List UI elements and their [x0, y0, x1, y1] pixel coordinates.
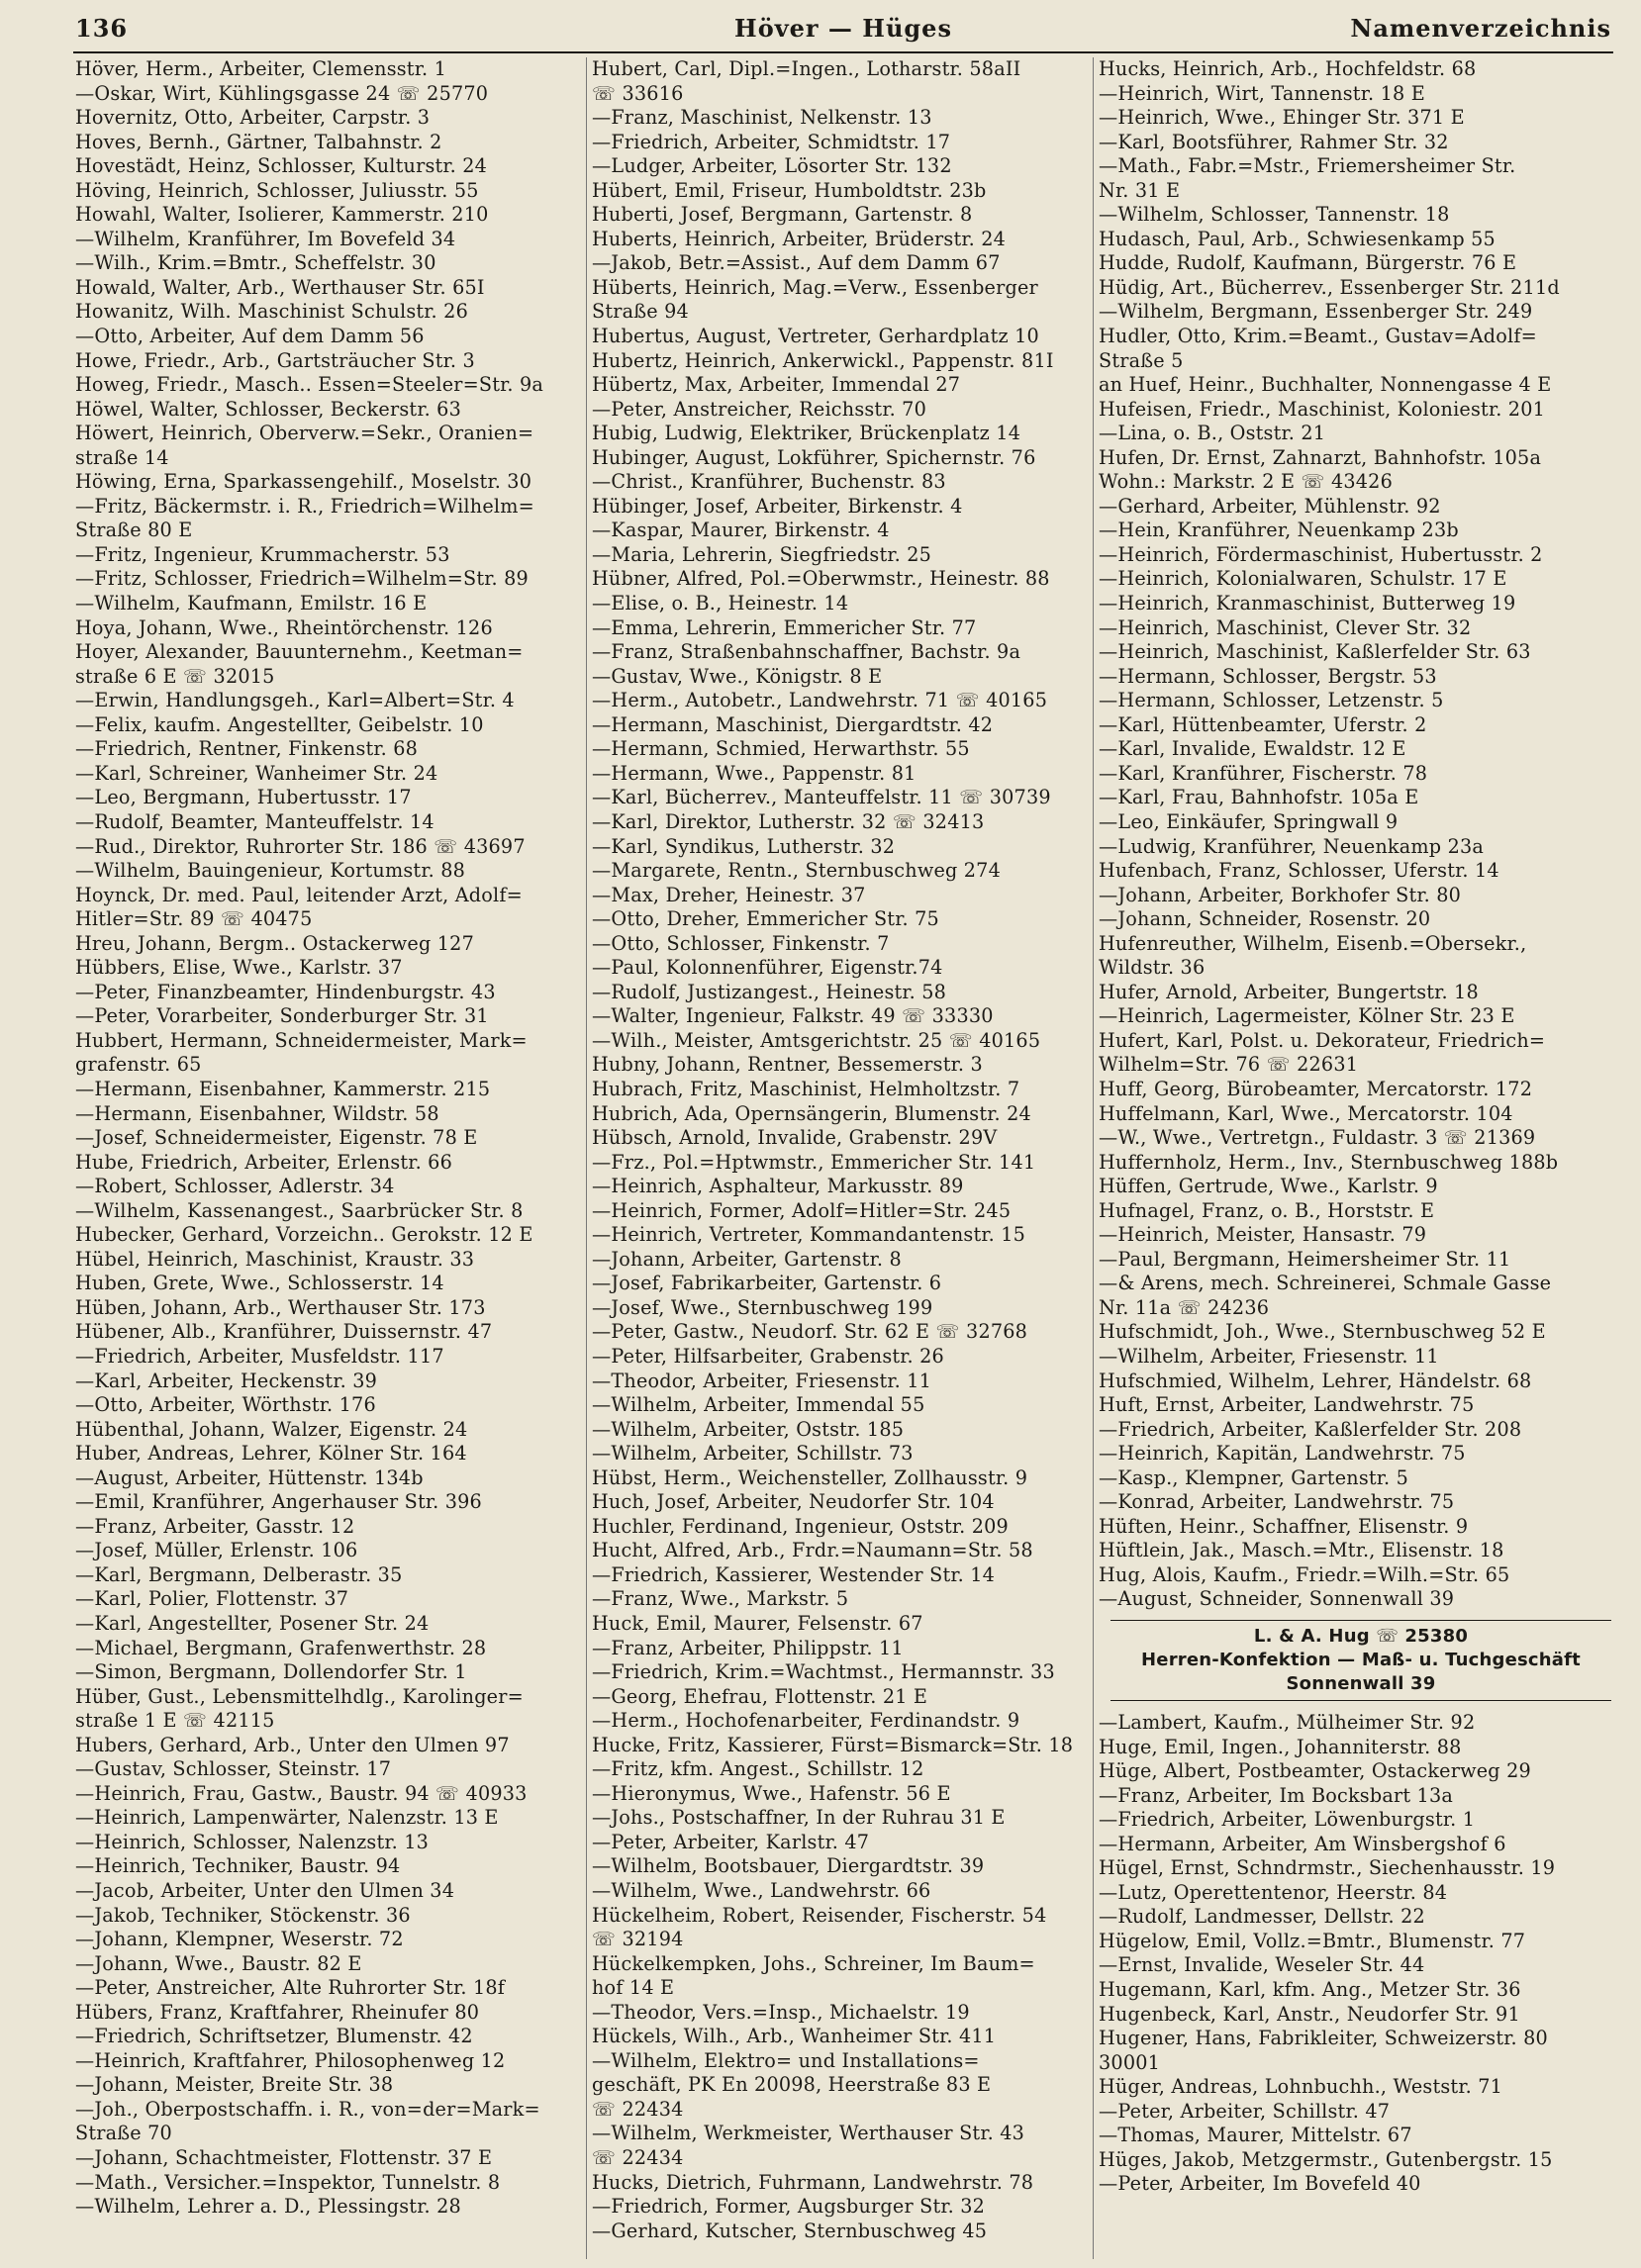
directory-entry: —Heinrich, Wirt, Tannenstr. 18 E	[1099, 81, 1425, 105]
directory-entry: Howe, Friedr., Arb., Gartsträucher Str. 3	[75, 348, 475, 372]
directory-entry: Hufen, Dr. Ernst, Zahnarzt, Bahnhofstr. 105a	[1099, 445, 1542, 469]
directory-entry: straße 1 E ☏ 42115	[75, 1709, 275, 1733]
directory-entry: Wilhelm=Str. 76 ☏ 22631	[1099, 1053, 1359, 1077]
directory-entry: Hugenbeck, Karl, Anstr., Neudorfer Str. 91	[1099, 2002, 1520, 2026]
directory-entry: —Hermann, Maschinist, Diergardtstr. 42	[592, 712, 994, 736]
directory-entry: Wohn.: Markstr. 2 E ☏ 43426	[1099, 470, 1393, 494]
directory-column-1	[75, 57, 585, 2264]
directory-entry: —Josef, Wwe., Sternbuschweg 199	[592, 1295, 933, 1319]
directory-entry: —Friedrich, Arbeiter, Kaßlerfelder Str. 208	[1099, 1417, 1522, 1441]
directory-entry: —Karl, Frau, Bahnhofstr. 105a E	[1099, 786, 1419, 809]
directory-entry: —Hermann, Eisenbahner, Wildstr. 58	[75, 1101, 439, 1125]
directory-entry: —Herm., Autobetr., Landwehrstr. 71 ☏ 40165	[592, 689, 1048, 712]
directory-entry: Hübertz, Max, Arbeiter, Immendal 27	[592, 373, 961, 397]
directory-entry: Hoynck, Dr. med. Paul, leitender Arzt, Adolf=	[75, 883, 523, 906]
directory-entry: —Karl, Bootsführer, Rahmer Str. 32	[1099, 130, 1449, 153]
directory-entry: Hubig, Ludwig, Elektriker, Brückenplatz 14	[592, 422, 1021, 445]
directory-entry: —Franz, Arbeiter, Philippstr. 11	[592, 1636, 904, 1659]
directory-entry: Hufenbach, Franz, Schlosser, Uferstr. 14	[1099, 859, 1499, 883]
directory-entry: —Franz, Arbeiter, Im Bocksbart 13a	[1099, 1783, 1454, 1807]
directory-entry: —Karl, Polier, Flottenstr. 37	[75, 1587, 349, 1611]
directory-entry: —Gustav, Wwe., Königstr. 8 E	[592, 664, 883, 688]
directory-entry: Straße 5	[1099, 348, 1184, 372]
directory-entry: Hucke, Fritz, Kassierer, Fürst=Bismarck=Str. 18	[592, 1733, 1074, 1756]
directory-entry: —Maria, Lehrerin, Siegfriedstr. 25	[592, 542, 932, 566]
directory-entry: Huge, Emil, Ingen., Johanniterstr. 88	[1099, 1735, 1462, 1758]
section-title: Namenverzeichnis	[1350, 14, 1611, 43]
directory-entry: Huffelmann, Karl, Wwe., Mercatorstr. 104	[1099, 1101, 1513, 1125]
directory-entry: —Hermann, Schmied, Herwarthstr. 55	[592, 737, 970, 761]
directory-entry: —Max, Dreher, Heinestr. 37	[592, 883, 866, 906]
directory-entry: Straße 70	[75, 2122, 172, 2145]
directory-entry: straße 6 E ☏ 32015	[75, 664, 275, 688]
directory-entry: Huchler, Ferdinand, Ingenieur, Oststr. 209	[592, 1514, 1009, 1538]
directory-entry: Huberts, Heinrich, Arbeiter, Brüderstr. 24	[592, 227, 1007, 250]
directory-entry: —Karl, Bücherrev., Manteuffelstr. 11 ☏ 30739	[592, 786, 1051, 809]
directory-entry: Hubertus, August, Vertreter, Gerhardplatz 10	[592, 325, 1039, 348]
directory-entry: —Gustav, Schlosser, Steinstr. 17	[75, 1757, 392, 1781]
directory-entry: —Karl, Hüttenbeamter, Uferstr. 2	[1099, 712, 1427, 736]
directory-entry: Hubny, Johann, Rentner, Bessemerstr. 3	[592, 1053, 983, 1077]
directory-entry: —Karl, Syndikus, Lutherstr. 32	[592, 834, 896, 858]
directory-entry: —Emma, Lehrerin, Emmericher Str. 77	[592, 615, 977, 639]
directory-entry: —Karl, Arbeiter, Heckenstr. 39	[75, 1369, 378, 1392]
directory-entry: Hubbert, Hermann, Schneidermeister, Mark=	[75, 1028, 528, 1052]
directory-entry: —Thomas, Maurer, Mittelstr. 67	[1099, 2124, 1412, 2147]
directory-entry: —Jakob, Techniker, Stöckenstr. 36	[75, 1903, 411, 1927]
directory-entry: —Wilhelm, Elektro= und Installations=	[592, 2048, 980, 2072]
directory-entry: —Wilhelm, Bauingenieur, Kortumstr. 88	[75, 859, 466, 883]
directory-entry: —Hermann, Eisenbahner, Kammerstr. 215	[75, 1077, 491, 1100]
directory-entry: —Theodor, Vers.=Insp., Michaelstr. 19	[592, 2000, 970, 2024]
directory-entry: Hufenreuther, Wilhelm, Eisenb.=Obersekr.,	[1099, 931, 1527, 955]
directory-entry: Hovernitz, Otto, Arbeiter, Carpstr. 3	[75, 106, 431, 130]
directory-entry: —Karl, Angestellter, Posener Str. 24	[75, 1612, 430, 1635]
directory-entry: —Peter, Finanzbeamter, Hindenburgstr. 43	[75, 980, 496, 1003]
directory-entry: —Jakob, Betr.=Assist., Auf dem Damm 67	[592, 251, 1001, 275]
directory-entry: Nr. 11a ☏ 24236	[1099, 1295, 1270, 1319]
directory-entry: —Heinrich, Lampenwärter, Nalenzstr. 13 E	[75, 1806, 499, 1830]
directory-entry: Huch, Josef, Arbeiter, Neudorfer Str. 104	[592, 1490, 995, 1514]
directory-entry: —Ludwig, Kranführer, Neuenkamp 23a	[1099, 834, 1485, 858]
directory-entry: Hübener, Alb., Kranführer, Duissernstr. 47	[75, 1320, 493, 1344]
directory-entry: —Rudolf, Justizangest., Heinestr. 58	[592, 980, 947, 1003]
directory-entry: —Peter, Vorarbeiter, Sonderburger Str. 31	[75, 1004, 489, 1028]
directory-entry: —Karl, Direktor, Lutherstr. 32 ☏ 32413	[592, 809, 985, 833]
directory-entry: —Simon, Bergmann, Dollendorfer Str. 1	[75, 1660, 467, 1684]
directory-entry: —Friedrich, Krim.=Wachtmst., Hermannstr. 33	[592, 1660, 1055, 1684]
directory-entry: —Karl, Invalide, Ewaldstr. 12 E	[1099, 737, 1406, 761]
directory-entry: —Peter, Anstreicher, Reichsstr. 70	[592, 397, 926, 421]
ad-address-line: Sonnenwall 39	[1286, 1673, 1436, 1694]
directory-entry: —Friedrich, Arbeiter, Löwenburgstr. 1	[1099, 1808, 1476, 1832]
directory-entry: —Franz, Straßenbahnschaffner, Bachstr. 9a	[592, 640, 1021, 664]
directory-entry: Hudde, Rudolf, Kaufmann, Bürgerstr. 76 E	[1099, 251, 1517, 275]
directory-entry: —Heinrich, Maschinist, Kaßlerfelder Str. 63	[1099, 640, 1531, 664]
page-number: 136	[75, 14, 129, 43]
directory-entry: Howeg, Friedr., Masch.. Essen=Steeler=Str. 9a	[75, 373, 544, 397]
directory-entry: Hüges, Jakob, Metzgermstr., Gutenbergstr. 15	[1099, 2147, 1553, 2171]
directory-entry: Hubertz, Heinrich, Ankerwickl., Pappenstr. 81I	[592, 348, 1054, 372]
ad-business-line: Herren-Konfektion — Maß- u. Tuchgeschäft	[1141, 1650, 1581, 1670]
directory-entry: —Wilhelm, Arbeiter, Schillstr. 73	[592, 1442, 914, 1465]
directory-entry: —Heinrich, Frau, Gastw., Baustr. 94 ☏ 40933	[75, 1781, 528, 1805]
directory-entry: —Wilhelm, Bergmann, Essenberger Str. 249	[1099, 300, 1533, 324]
directory-entry: —Heinrich, Vertreter, Kommandantenstr. 15	[592, 1223, 1026, 1247]
directory-entry: —Heinrich, Lagermeister, Kölner Str. 23 E	[1099, 1004, 1515, 1028]
directory-entry: Huff, Georg, Bürobeamter, Mercatorstr. 172	[1099, 1077, 1533, 1100]
directory-entry: Hüffen, Gertrude, Wwe., Karlstr. 9	[1099, 1175, 1438, 1198]
directory-entry: Hudasch, Paul, Arb., Schwiesenkamp 55	[1099, 227, 1496, 250]
header-rule	[73, 51, 1613, 53]
directory-entry: —Elise, o. B., Heinestr. 14	[592, 592, 849, 615]
directory-entry: —Otto, Dreher, Emmericher Str. 75	[592, 907, 939, 931]
directory-entry: —Johann, Schneider, Rosenstr. 20	[1099, 907, 1431, 931]
directory-entry: Höving, Heinrich, Schlosser, Juliusstr. 55	[75, 178, 479, 202]
directory-entry: —Kaspar, Maurer, Birkenstr. 4	[592, 519, 890, 542]
directory-entry: —Wilhelm, Kranführer, Im Bovefeld 34	[75, 227, 456, 250]
directory-entry: Hübsch, Arnold, Invalide, Grabenstr. 29V	[592, 1126, 998, 1150]
directory-entry: —Heinrich, Kraftfahrer, Philosophenweg 12	[75, 2048, 506, 2072]
directory-entry: hof 14 E	[592, 1976, 675, 2000]
directory-entry: —Lutz, Operettentenor, Heerstr. 84	[1099, 1880, 1448, 1904]
directory-entry: —Hermann, Schlosser, Bergstr. 53	[1099, 664, 1437, 688]
directory-entry: —W., Wwe., Vertretgn., Fuldastr. 3 ☏ 21369	[1099, 1126, 1536, 1150]
directory-entry: Hugemann, Karl, kfm. Ang., Metzer Str. 36	[1099, 1978, 1521, 2002]
directory-entry: —Paul, Kolonnenführer, Eigenstr.74	[592, 956, 943, 980]
directory-entry: Huber, Andreas, Lehrer, Kölner Str. 164	[75, 1442, 467, 1465]
directory-entry: Huck, Emil, Maurer, Felsenstr. 67	[592, 1612, 923, 1635]
directory-entry: Hufschmidt, Joh., Wwe., Sternbuschweg 52 E	[1099, 1320, 1546, 1344]
directory-entry: —Frz., Pol.=Hptwmstr., Emmericher Str. 141	[592, 1150, 1036, 1174]
directory-entry: geschäft, PK En 20098, Heerstraße 83 E	[592, 2073, 992, 2097]
directory-entry: Hübinger, Josef, Arbeiter, Birkenstr. 4	[592, 494, 963, 518]
directory-entry: Hucks, Heinrich, Arb., Hochfeldstr. 68	[1099, 57, 1477, 80]
directory-entry: Straße 94	[592, 300, 689, 324]
directory-entry: Hufer, Arnold, Arbeiter, Bungertstr. 18	[1099, 980, 1479, 1003]
directory-entry: —Johann, Wwe., Baustr. 82 E	[75, 1951, 362, 1975]
directory-entry: Hügel, Ernst, Schndrmstr., Siechenhausstr. 19	[1099, 1856, 1556, 1880]
directory-entry: —Hieronymus, Wwe., Hafenstr. 56 E	[592, 1781, 951, 1805]
directory-entry: —Johann, Schachtmeister, Flottenstr. 37 E	[75, 2146, 493, 2170]
directory-entry: Hufschmied, Wilhelm, Lehrer, Händelstr. 68	[1099, 1369, 1532, 1392]
directory-entry: —Fritz, Bäckermstr. i. R., Friedrich=Wilhelm=	[75, 494, 534, 518]
directory-entry: Hüger, Andreas, Lohnbuchh., Weststr. 71	[1099, 2075, 1503, 2099]
directory-entry: —Lambert, Kaufm., Mülheimer Str. 92	[1099, 1711, 1476, 1734]
directory-entry: Huben, Grete, Wwe., Schlosserstr. 14	[75, 1272, 444, 1295]
directory-entry: —Robert, Schlosser, Adlerstr. 34	[75, 1175, 395, 1198]
directory-entry: Hugener, Hans, Fabrikleiter, Schweizerstr. 80	[1099, 2027, 1548, 2050]
directory-entry: —Heinrich, Asphalteur, Markusstr. 89	[592, 1175, 964, 1198]
directory-entry: Hüge, Albert, Postbeamter, Ostackerweg 29	[1099, 1759, 1531, 1783]
directory-entry: —August, Arbeiter, Hüttenstr. 134b	[75, 1465, 424, 1489]
directory-entry: —Oskar, Wirt, Kühlingsgasse 24 ☏ 25770	[75, 81, 489, 105]
directory-entry: —Christ., Kranführer, Buchenstr. 83	[592, 470, 946, 494]
directory-entry: ☏ 33616	[592, 81, 684, 105]
directory-entry: Hoyer, Alexander, Bauunternehm., Keetman=	[75, 640, 524, 664]
directory-entry: Howald, Walter, Arb., Werthauser Str. 65I	[75, 275, 485, 299]
directory-entry: —& Arens, mech. Schreinerei, Schmale Gasse	[1099, 1272, 1552, 1295]
directory-entry: —Heinrich, Schlosser, Nalenzstr. 13	[75, 1830, 430, 1853]
directory-column-3-top	[1099, 57, 1623, 1612]
directory-entry: Höwel, Walter, Schlosser, Beckerstr. 63	[75, 397, 461, 421]
directory-entry: Hucks, Dietrich, Fuhrmann, Landwehrstr. 78	[592, 2170, 1034, 2194]
directory-entry: —Franz, Maschinist, Nelkenstr. 13	[592, 106, 932, 130]
directory-entry: —Rudolf, Beamter, Manteuffelstr. 14	[75, 809, 434, 833]
directory-entry: Hubers, Gerhard, Arb., Unter den Ulmen 97	[75, 1733, 510, 1756]
directory-entry: —Hermann, Schlosser, Letzenstr. 5	[1099, 689, 1444, 712]
directory-entry: —Heinrich, Kolonialwaren, Schulstr. 17 E	[1099, 567, 1507, 591]
directory-entry: —Georg, Ehefrau, Flottenstr. 21 E	[592, 1684, 928, 1708]
directory-entry: Hube, Friedrich, Arbeiter, Erlenstr. 66	[75, 1150, 452, 1174]
directory-entry: —Math., Fabr.=Mstr., Friemersheimer Str.	[1099, 154, 1516, 178]
directory-entry: —Franz, Arbeiter, Gasstr. 12	[75, 1514, 355, 1538]
directory-entry: —Gerhard, Kutscher, Sternbuschweg 45	[592, 2219, 988, 2242]
directory-entry: Hübner, Alfred, Pol.=Oberwmstr., Heinestr. 88	[592, 567, 1050, 591]
directory-entry: Hübers, Franz, Kraftfahrer, Rheinufer 80	[75, 2000, 480, 2024]
directory-entry: —Heinrich, Wwe., Ehinger Str. 371 E	[1099, 106, 1465, 130]
directory-entry: Hufeisen, Friedr., Maschinist, Koloniestr. 201	[1099, 397, 1546, 421]
directory-entry: —Johann, Meister, Breite Str. 38	[75, 2073, 394, 2097]
directory-entry: —Heinrich, Former, Adolf=Hitler=Str. 245	[592, 1198, 1012, 1222]
directory-entry: Hübenthal, Johann, Walzer, Eigenstr. 24	[75, 1417, 468, 1441]
directory-entry: Hudler, Otto, Krim.=Beamt., Gustav=Adolf=	[1099, 325, 1537, 348]
directory-entry: Straße 80 E	[75, 519, 193, 542]
directory-entry: —Franz, Wwe., Markstr. 5	[592, 1587, 849, 1611]
directory-entry: Hreu, Johann, Bergm.. Ostackerweg 127	[75, 931, 474, 955]
ad-company-line: L. & A. Hug ☏ 25380	[1253, 1626, 1469, 1647]
directory-entry: —Lina, o. B., Oststr. 21	[1099, 422, 1326, 445]
directory-entry: —Hermann, Arbeiter, Am Winsbergshof 6	[1099, 1832, 1506, 1855]
directory-entry: —Heinrich, Maschinist, Clever Str. 32	[1099, 615, 1472, 639]
directory-entry: —Herm., Hochofenarbeiter, Ferdinandstr. 9	[592, 1709, 1020, 1733]
directory-entry: —Johs., Postschaffner, In der Ruhrau 31 E	[592, 1806, 1006, 1830]
directory-entry: —Felix, kaufm. Angestellter, Geibelstr. 10	[75, 712, 484, 736]
directory-entry: an Huef, Heinr., Buchhalter, Nonnengasse 4 E	[1099, 373, 1552, 397]
directory-entry: —Friedrich, Schriftsetzer, Blumenstr. 42	[75, 2025, 473, 2048]
directory-entry: —Josef, Müller, Erlenstr. 106	[75, 1539, 358, 1562]
directory-entry: —Paul, Bergmann, Heimersheimer Str. 11	[1099, 1247, 1511, 1271]
directory-entry: —Peter, Arbeiter, Karlstr. 47	[592, 1830, 870, 1853]
directory-entry: Huft, Ernst, Arbeiter, Landwehrstr. 75	[1099, 1393, 1475, 1417]
directory-entry: —Josef, Fabrikarbeiter, Gartenstr. 6	[592, 1272, 942, 1295]
directory-entry: Huffernholz, Herm., Inv., Sternbuschweg 188b	[1099, 1150, 1559, 1174]
directory-entry: —Wilhelm, Werkmeister, Werthauser Str. 43	[592, 2122, 1025, 2145]
directory-entry: 30001	[1099, 2050, 1161, 2074]
directory-entry: —Peter, Gastw., Neudorf. Str. 62 E ☏ 32768	[592, 1320, 1028, 1344]
directory-entry: —Hein, Kranführer, Neuenkamp 23b	[1099, 519, 1459, 542]
directory-entry: —Jacob, Arbeiter, Unter den Ulmen 34	[75, 1879, 455, 1903]
directory-entry: Huberti, Josef, Bergmann, Gartenstr. 8	[592, 203, 973, 227]
directory-entry: —Johann, Klempner, Weserstr. 72	[75, 1928, 404, 1951]
directory-entry: Hügelow, Emil, Vollz.=Bmtr., Blumenstr. 77	[1099, 1929, 1526, 1952]
directory-entry: —August, Schneider, Sonnenwall 39	[1099, 1587, 1455, 1611]
directory-column-2	[592, 57, 1097, 2264]
directory-entry: Höwing, Erna, Sparkassengehilf., Moselstr. 30	[75, 470, 532, 494]
directory-entry: —Ludger, Arbeiter, Lösorter Str. 132	[592, 154, 952, 178]
directory-entry: Hüben, Johann, Arb., Werthauser Str. 173	[75, 1295, 486, 1319]
directory-entry: —Friedrich, Arbeiter, Schmidtstr. 17	[592, 130, 951, 153]
directory-entry: —Leo, Bergmann, Hubertusstr. 17	[75, 786, 412, 809]
directory-entry: Hubrich, Ada, Opernsängerin, Blumenstr. 24	[592, 1101, 1031, 1125]
directory-entry: —Konrad, Arbeiter, Landwehrstr. 75	[1099, 1490, 1455, 1514]
directory-entry: —Josef, Schneidermeister, Eigenstr. 78 E	[75, 1126, 478, 1150]
directory-entry: —Johann, Arbeiter, Borkhofer Str. 80	[1099, 883, 1462, 906]
directory-entry: —Theodor, Arbeiter, Friesenstr. 11	[592, 1369, 932, 1392]
directory-entry: —Heinrich, Meister, Hansastr. 79	[1099, 1223, 1427, 1247]
directory-column-3	[1099, 57, 1623, 2264]
page-header	[75, 14, 1611, 49]
directory-entry: Hufert, Karl, Polst. u. Dekorateur, Friedrich=	[1099, 1028, 1546, 1052]
directory-entry: —Fritz, Schlosser, Friedrich=Wilhelm=Str. 89	[75, 567, 529, 591]
directory-entry: Hüftlein, Jak., Masch.=Mtr., Elisenstr. 18	[1099, 1539, 1504, 1562]
advertisement-box	[1110, 1620, 1611, 1701]
directory-entry: —Heinrich, Kranmaschinist, Butterweg 19	[1099, 592, 1516, 615]
directory-entry: —Friedrich, Kassierer, Westender Str. 14	[592, 1562, 996, 1586]
directory-entry: —Wilhelm, Arbeiter, Oststr. 185	[592, 1417, 905, 1441]
directory-entry: Hug, Alois, Kaufm., Friedr.=Wilh.=Str. 65	[1099, 1562, 1510, 1586]
directory-entry: Hüber, Gust., Lebensmittelhdlg., Karolinger=	[75, 1684, 524, 1708]
directory-entry: —Peter, Hilfsarbeiter, Grabenstr. 26	[592, 1344, 944, 1368]
directory-entry: —Math., Versicher.=Inspektor, Tunnelstr. 8	[75, 2170, 501, 2194]
directory-entry: Hübel, Heinrich, Maschinist, Kraustr. 33	[75, 1247, 475, 1271]
directory-entry: Hüften, Heinr., Schaffner, Elisenstr. 9	[1099, 1514, 1469, 1538]
directory-entry: —Fritz, Ingenieur, Krummacherstr. 53	[75, 542, 450, 566]
directory-entry: Wildstr. 36	[1099, 956, 1206, 980]
directory-entry: —Wilhelm, Arbeiter, Immendal 55	[592, 1393, 925, 1417]
directory-entry: —Johann, Arbeiter, Gartenstr. 8	[592, 1247, 902, 1271]
directory-entry: Hüdig, Art., Bücherrev., Essenberger Str. 211d	[1099, 275, 1560, 299]
directory-entry: Hubecker, Gerhard, Vorzeichn.. Gerokstr. 12 E	[75, 1223, 533, 1247]
directory-entry: Höwert, Heinrich, Oberverw.=Sekr., Oranien=	[75, 422, 534, 445]
directory-entry: —Wilhelm, Bootsbauer, Diergardtstr. 39	[592, 1854, 985, 1878]
directory-entry: Hubinger, August, Lokführer, Spichernstr. 76	[592, 445, 1036, 469]
directory-entry: —Hermann, Wwe., Pappenstr. 81	[592, 761, 917, 785]
directory-entry: —Wilh., Meister, Amtsgerichtstr. 25 ☏ 40165	[592, 1028, 1041, 1052]
directory-entry: —Margarete, Rentn., Sternbuschweg 274	[592, 859, 1001, 883]
directory-entry: —Fritz, kfm. Angest., Schillstr. 12	[592, 1757, 924, 1781]
directory-entry: —Joh., Oberpostschaffn. i. R., von=der=Mark=	[75, 2097, 540, 2121]
directory-entry: Hübbers, Elise, Wwe., Karlstr. 37	[75, 956, 403, 980]
directory-entry: ☏ 22434	[592, 2146, 684, 2170]
directory-column-3-bottom	[1099, 1711, 1623, 2197]
directory-entry: —Karl, Kranführer, Fischerstr. 78	[1099, 761, 1428, 785]
directory-entry: —Gerhard, Arbeiter, Mühlenstr. 92	[1099, 494, 1441, 518]
directory-entry: Hufnagel, Franz, o. B., Horststr. E	[1099, 1198, 1435, 1222]
directory-entry: ☏ 22434	[592, 2097, 684, 2121]
directory-entry: —Wilhelm, Kaufmann, Emilstr. 16 E	[75, 592, 428, 615]
directory-entry: —Heinrich, Kapitän, Landwehrstr. 75	[1099, 1442, 1466, 1465]
directory-entry: —Wilhelm, Lehrer a. D., Plessingstr. 28	[75, 2195, 461, 2219]
directory-entry: Hitler=Str. 89 ☏ 40475	[75, 907, 313, 931]
directory-entry: Hückels, Wilh., Arb., Wanheimer Str. 411	[592, 2025, 997, 2048]
directory-entry: —Emil, Kranführer, Angerhauser Str. 396	[75, 1490, 482, 1514]
directory-entry: —Friedrich, Arbeiter, Musfeldstr. 117	[75, 1344, 444, 1368]
directory-entry: —Heinrich, Fördermaschinist, Hubertusstr. 2	[1099, 542, 1543, 566]
directory-entry: Hoves, Bernh., Gärtner, Talbahnstr. 2	[75, 130, 442, 153]
column-divider	[586, 57, 587, 2259]
directory-entry: —Wilh., Krim.=Bmtr., Scheffelstr. 30	[75, 251, 436, 275]
directory-entry: ☏ 32194	[592, 1928, 684, 1951]
directory-entry: —Wilhelm, Arbeiter, Friesenstr. 11	[1099, 1344, 1439, 1368]
directory-entry: grafenstr. 65	[75, 1053, 202, 1077]
directory-entry: —Leo, Einkäufer, Springwall 9	[1099, 809, 1399, 833]
directory-entry: —Walter, Ingenieur, Falkstr. 49 ☏ 33330	[592, 1004, 994, 1028]
running-head: Höver — Hüges	[734, 14, 952, 43]
directory-entry: Hoya, Johann, Wwe., Rheintörchenstr. 126	[75, 615, 493, 639]
directory-entry: Nr. 31 E	[1099, 178, 1181, 202]
directory-entry: Howahl, Walter, Isolierer, Kammerstr. 210	[75, 203, 489, 227]
directory-entry: Hübst, Herm., Weichensteller, Zollhausstr. 9	[592, 1465, 1028, 1489]
directory-entry: Hubert, Carl, Dipl.=Ingen., Lotharstr. 58aII	[592, 57, 1021, 80]
directory-entry: —Otto, Arbeiter, Wörthstr. 176	[75, 1393, 376, 1417]
directory-entry: Howanitz, Wilh. Maschinist Schulstr. 26	[75, 300, 468, 324]
directory-entry: —Wilhelm, Kassenangest., Saarbrücker Str. 8	[75, 1198, 524, 1222]
directory-entry: Hückelkempken, Johs., Schreiner, Im Baum=	[592, 1951, 1035, 1975]
directory-entry: Höver, Herm., Arbeiter, Clemensstr. 1	[75, 57, 446, 80]
directory-entry: —Kasp., Klempner, Gartenstr. 5	[1099, 1465, 1409, 1489]
directory-entry: —Wilhelm, Schlosser, Tannenstr. 18	[1099, 203, 1450, 227]
directory-entry: —Rud., Direktor, Ruhrorter Str. 186 ☏ 43697	[75, 834, 526, 858]
directory-entry: —Karl, Bergmann, Delberastr. 35	[75, 1562, 403, 1586]
directory-entry: —Erwin, Handlungsgeh., Karl=Albert=Str. 4	[75, 689, 515, 712]
directory-entry: Hubrach, Fritz, Maschinist, Helmholtzstr. 7	[592, 1077, 1020, 1100]
directory-entry: —Peter, Arbeiter, Schillstr. 47	[1099, 2099, 1391, 2123]
directory-entry: —Karl, Schreiner, Wanheimer Str. 24	[75, 761, 438, 785]
directory-entry: —Otto, Arbeiter, Auf dem Damm 56	[75, 325, 425, 348]
directory-entry: Hüberts, Heinrich, Mag.=Verw., Essenberger	[592, 275, 1038, 299]
directory-entry: —Wilhelm, Wwe., Landwehrstr. 66	[592, 1879, 931, 1903]
directory-entry: —Otto, Schlosser, Finkenstr. 7	[592, 931, 890, 955]
directory-entry: —Michael, Bergmann, Grafenwerthstr. 28	[75, 1636, 487, 1659]
directory-entry: —Rudolf, Landmesser, Dellstr. 22	[1099, 1905, 1425, 1929]
directory-entry: —Ernst, Invalide, Weseler Str. 44	[1099, 1953, 1425, 1977]
directory-entry: —Heinrich, Techniker, Baustr. 94	[75, 1854, 401, 1878]
directory-entry: Hückelheim, Robert, Reisender, Fischerstr. 54	[592, 1903, 1047, 1927]
directory-entry: —Friedrich, Former, Augsburger Str. 32	[592, 2195, 986, 2219]
directory-entry: Hucht, Alfred, Arb., Frdr.=Naumann=Str. 58	[592, 1539, 1033, 1562]
directory-entry: straße 14	[75, 445, 169, 469]
directory-entry: Hübert, Emil, Friseur, Humboldtstr. 23b	[592, 178, 987, 202]
directory-entry: —Friedrich, Rentner, Finkenstr. 68	[75, 737, 419, 761]
directory-entry: —Peter, Arbeiter, Im Bovefeld 40	[1099, 2172, 1421, 2196]
directory-entry: Hovestädt, Heinz, Schlosser, Kulturstr. 24	[75, 154, 488, 178]
directory-entry: —Peter, Anstreicher, Alte Ruhrorter Str. 18f	[75, 1976, 506, 2000]
